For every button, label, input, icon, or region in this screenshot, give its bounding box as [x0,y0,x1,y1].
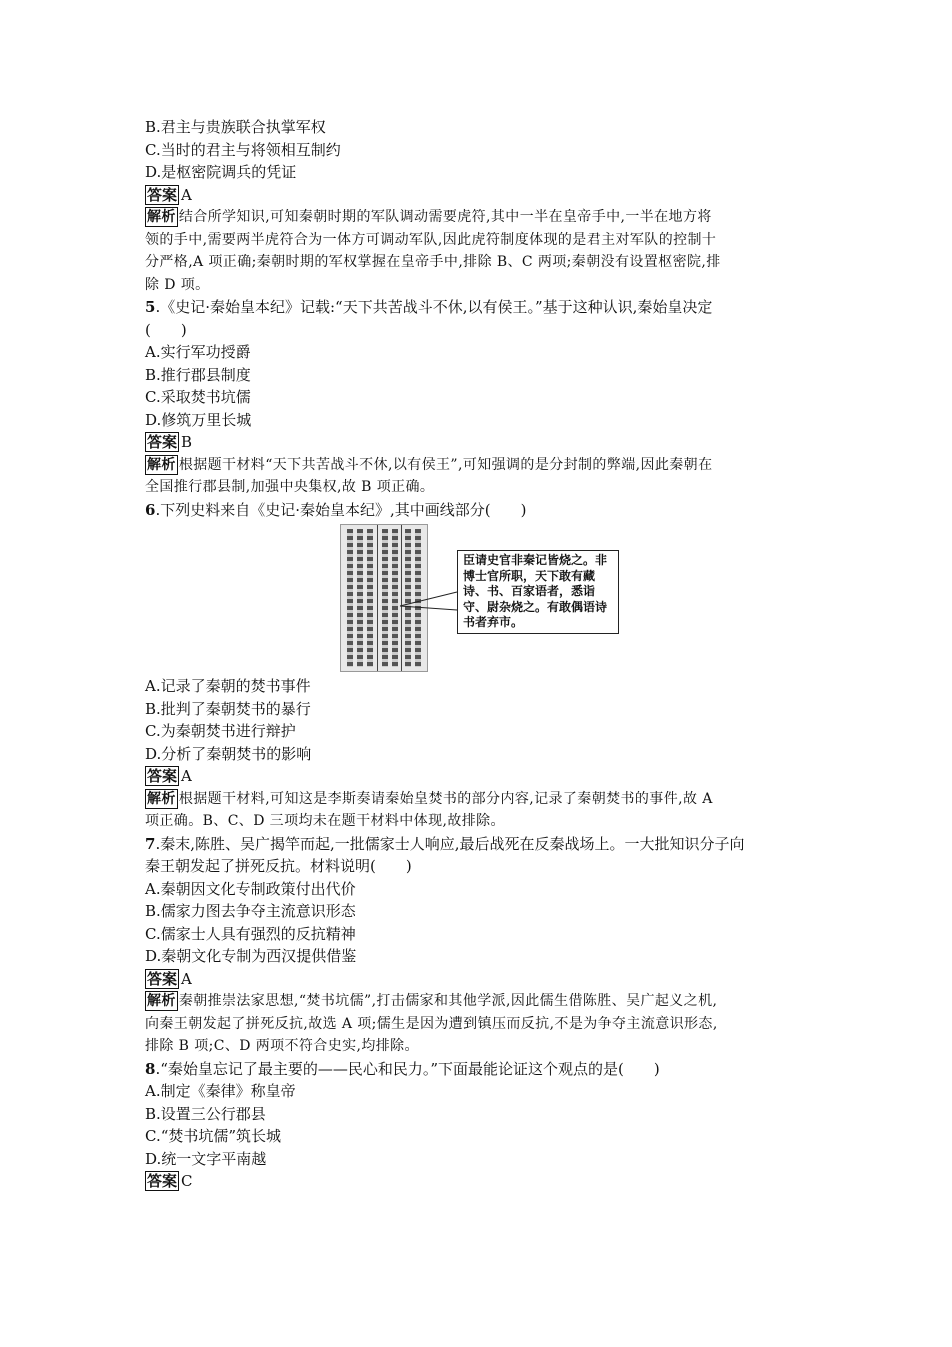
answer-blank: ( ) [145,320,187,339]
option: C.儒家士人具有强烈的反抗精神 [145,924,356,943]
analysis-text: 结合所学知识,可知秦朝时期的军队调动需要虎符,其中一半在皇帝手中,一半在地方将 [178,209,712,225]
option: D.分析了秦朝焚书的影响 [145,744,312,763]
answer-tag: 答案 [147,433,178,451]
analysis-text: 向秦王朝发起了拼死反抗,故选 A 项;儒生是因为遭到镇压而反抗,不是为争夺主流意识形态, [145,1015,718,1032]
stem-text: .秦末,陈胜、吴广揭竿而起,一批儒家士人响应,最后战死在反秦战场上。一大批知识分子向 [155,834,745,853]
analysis-tag: 解析 [147,993,176,1009]
option: C.为秦朝焚书进行辩护 [145,722,296,740]
question-number: 5 [145,298,156,316]
analysis-text: 项正确。B、C、D 三项均未在题干材料中体现,故排除。 [145,813,505,829]
analysis-text: 秦朝推崇法家思想,“焚书坑儒”,打击儒家和其他学派,因此儒生借陈胜、吴广起义之机, [178,993,718,1009]
answer-line [145,184,815,207]
question-number: 6 [145,500,156,519]
stem-text: .“秦始皇忘记了最主要的——民心和民力。”下面最能论证这个观点的是( ) [155,1059,660,1078]
question-number: 7 [145,834,156,853]
analysis-tag: 解析 [147,790,176,807]
stem-text: .《史记·秦始皇本纪》记载:“天下共苦战斗不休,以有侯王。”基于这种认识,秦始皇决定 [155,298,713,316]
answer-line [145,968,815,991]
answer-value: A [181,767,192,785]
analysis-line [145,454,815,477]
content [145,116,815,1193]
answer-value: A [181,185,192,204]
answer-value: B [181,433,193,451]
option: C.“焚书坑儒”筑长城 [145,1127,282,1145]
answer-tag: 答案 [147,1172,178,1190]
option: B.推行郡县制度 [145,365,251,384]
option: A.制定《秦律》称皇帝 [145,1082,296,1100]
answer-tag: 答案 [147,185,178,204]
analysis-tag: 解析 [147,209,176,225]
option: D.统一文字平南越 [145,1149,267,1168]
option: A.实行军功授爵 [145,343,251,361]
answer-value: A [181,969,192,988]
option: A.秦朝因文化专制政策付出代价 [145,879,356,898]
analysis-text: 领的手中,需要两半虎符合为一体方可调动军队,因此虎符制度体现的是君主对军队的控制十 [145,231,717,248]
answer-line [145,1170,815,1193]
callout-box: 臣请史官非秦记皆烧之。非博士官所职，天下敢有藏诗、书、百家语者，悉诣守、尉杂烧之。有敢偶语诗书者弃市。 [457,550,619,634]
analysis-text: 分严格,A 项正确;秦朝时期的军权掌握在皇帝手中,排除 B、C 两项;秦朝没有设置枢密院,排 [145,254,721,270]
analysis-tag: 解析 [147,456,176,473]
question-number: 8 [145,1059,156,1078]
option: C.当时的君主与将领相互制约 [145,140,341,159]
option: D.修筑万里长城 [145,410,252,429]
analysis-text: 全国推行郡县制,加强中央集权,故 B 项正确。 [145,479,435,495]
option: B.君主与贵族联合执掌军权 [145,118,326,136]
stem-text: .下列史料来自《史记·秦始皇本纪》,其中画线部分( ) [155,500,527,519]
answer-line [145,765,815,788]
analysis-text: 根据题干材料,可知这是李斯奏请秦始皇焚书的部分内容,记录了秦朝焚书的事件,故 A [178,790,713,807]
option: B.设置三公行郡县 [145,1104,266,1123]
analysis-line [145,990,815,1013]
option: B.批判了秦朝焚书的暴行 [145,699,311,718]
question-stem [145,296,815,319]
answer-tag: 答案 [147,969,178,988]
question-stem [145,499,815,522]
option: D.秦朝文化专制为西汉提供借鉴 [145,947,357,965]
analysis-text: 除 D 项。 [145,276,210,293]
analysis-line [145,206,815,229]
historical-text-figure [340,524,630,672]
answer-tag: 答案 [147,767,178,785]
option: D.是枢密院调兵的凭证 [145,163,297,181]
question-stem [145,1058,815,1081]
analysis-line [145,788,815,811]
question-stem [145,833,815,856]
option: B.儒家力图去争夺主流意识形态 [145,902,356,920]
stem-text: 秦王朝发起了拼死反抗。材料说明( ) [145,857,412,875]
analysis-text: 根据题干材料“天下共苦战斗不休,以有侯王”,可知强调的是分封制的弊端,因此秦朝在 [178,456,713,473]
analysis-text: 排除 B 项;C、D 两项不符合史实,均排除。 [145,1038,419,1054]
answer-line [145,431,815,454]
option: A.记录了秦朝的焚书事件 [145,677,311,695]
option: C.采取焚书坑儒 [145,388,251,406]
answer-value: C [181,1172,193,1190]
